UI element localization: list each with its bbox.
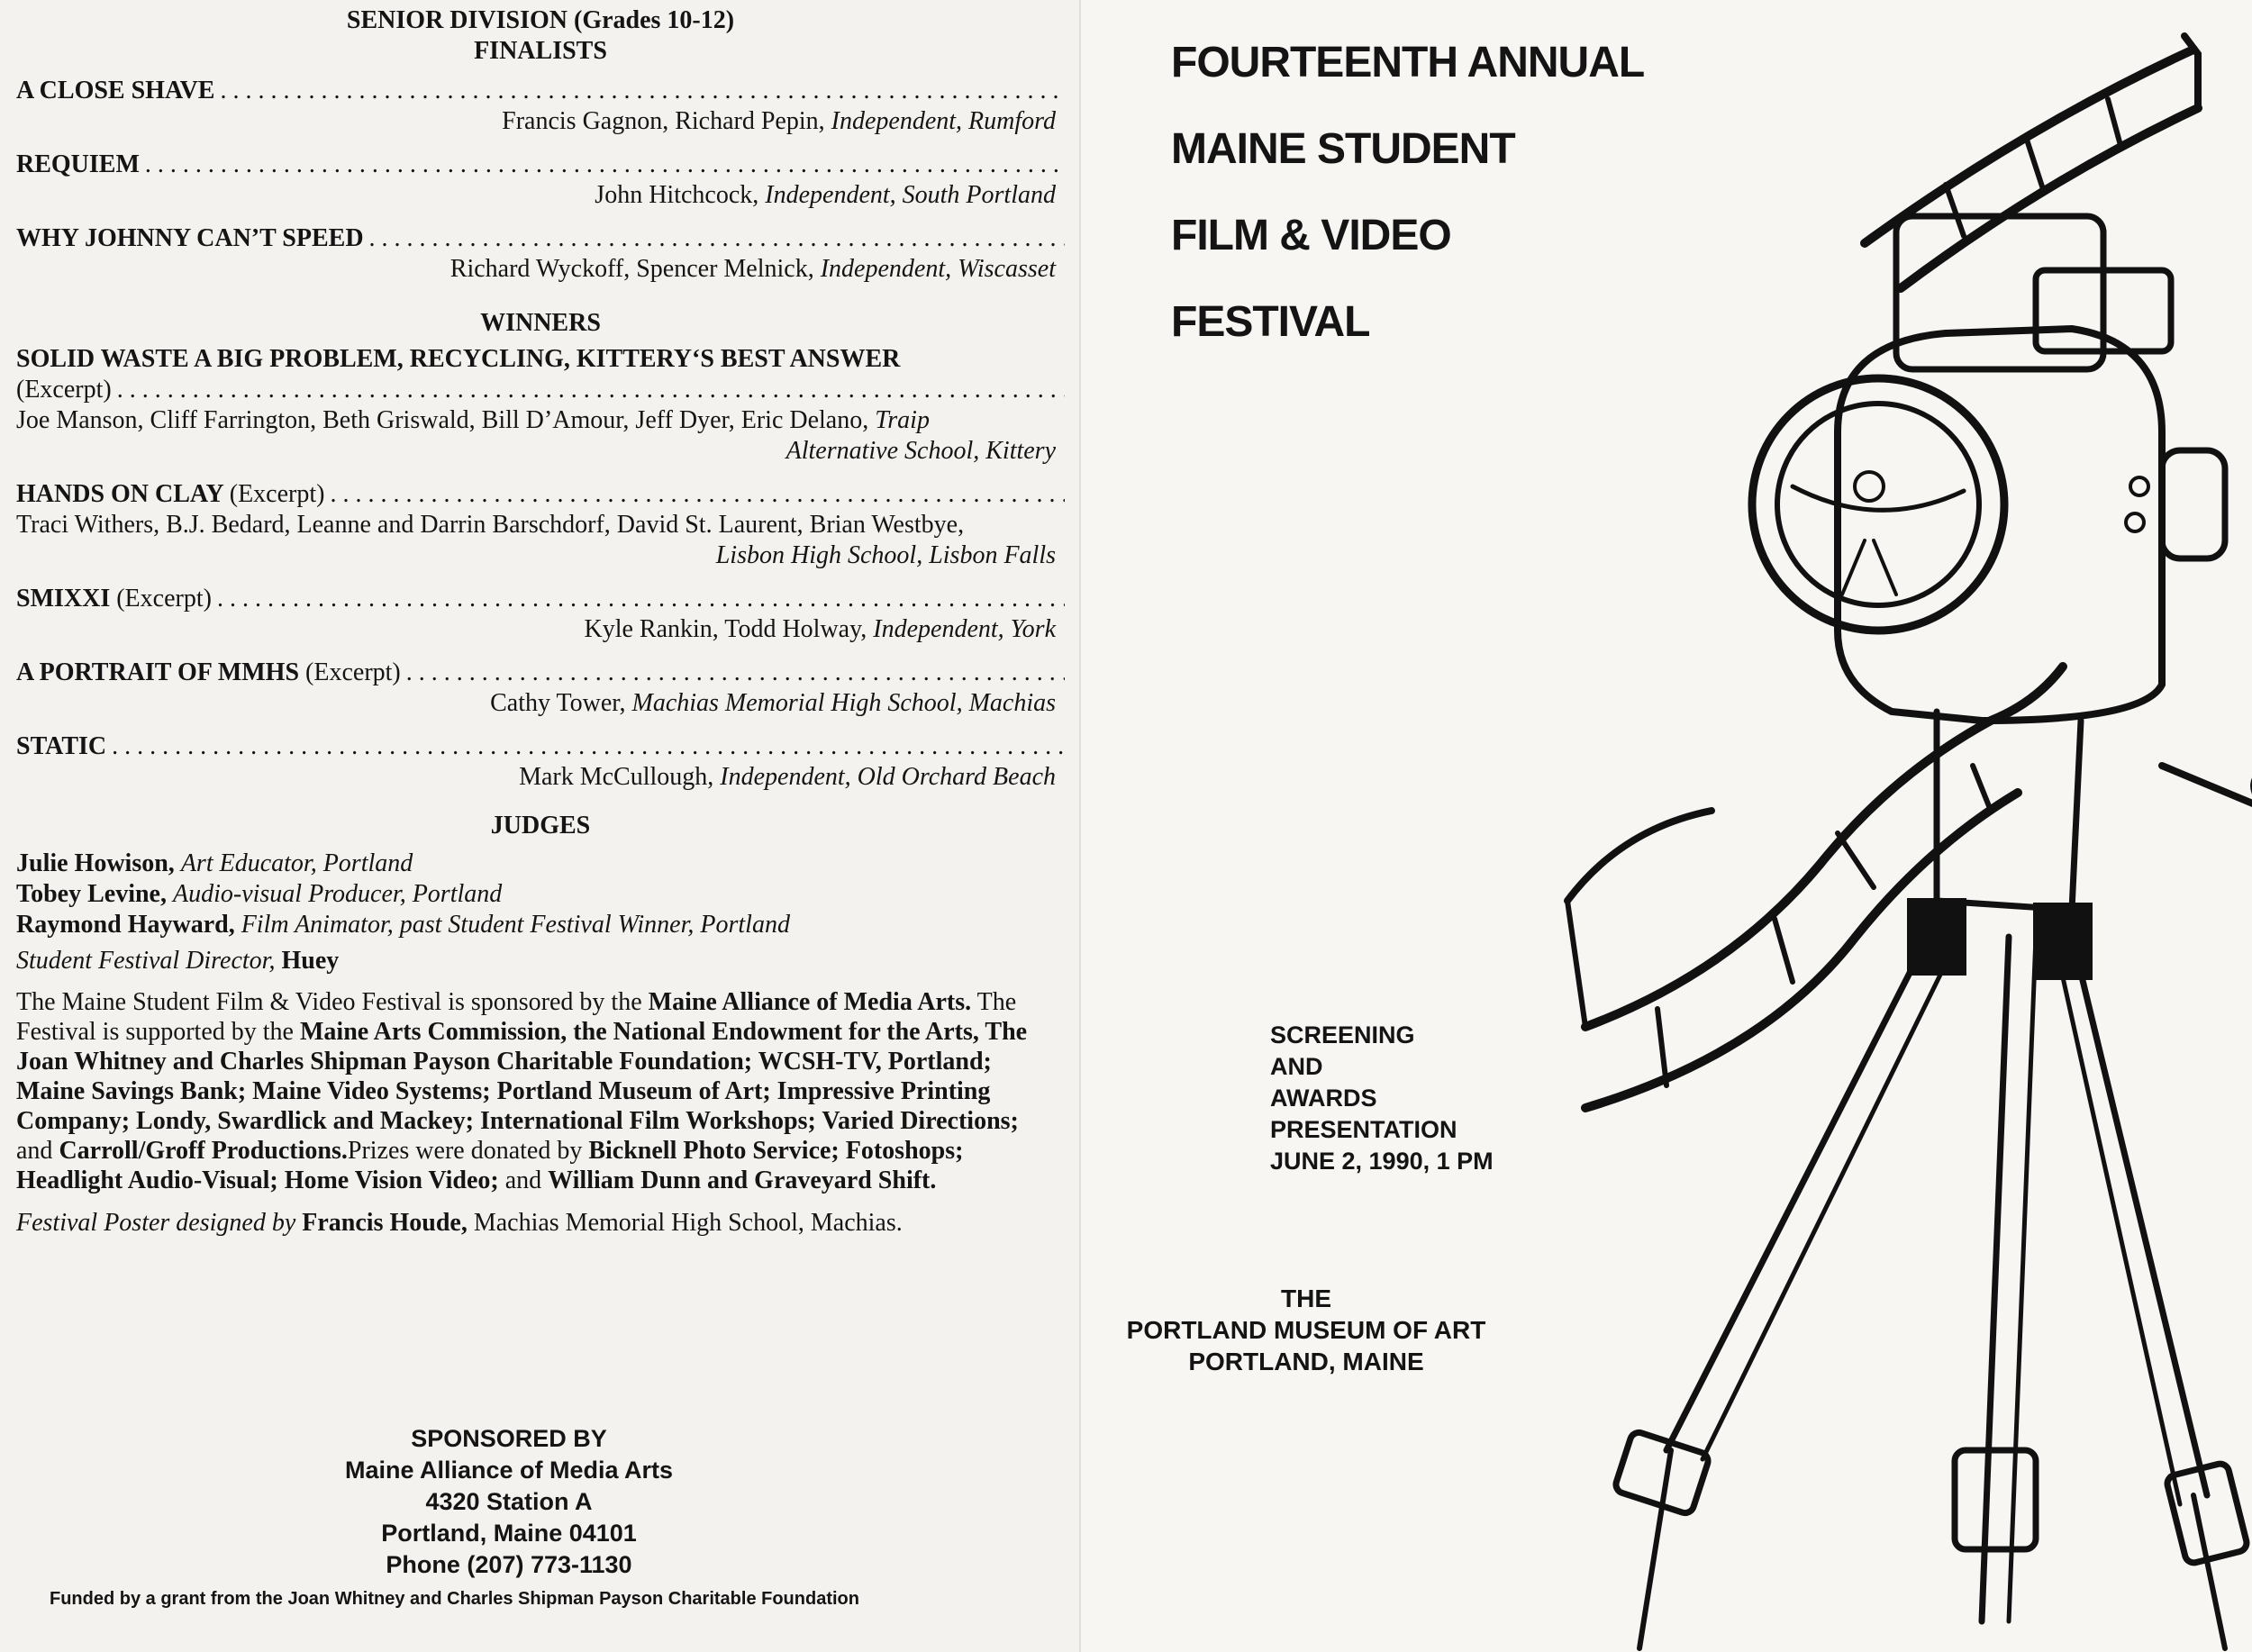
list-item (16, 879, 1065, 910)
list-item (16, 849, 1065, 879)
para-text: The Maine Student Film & Video Festival is sponsored by the (16, 988, 642, 1016)
festival-title-line: MAINE STUDENT (1171, 125, 1515, 173)
poster-school: Machias Memorial High School, Machias. (473, 1209, 903, 1237)
event-date: JUNE 2, 1990, 1 PM (1270, 1148, 1494, 1175)
entry-affiliation: Independent, Rumford (831, 107, 1056, 135)
entry-note: (Excerpt) (229, 480, 325, 508)
entry-credit: Richard Wyckoff, Spencer Melnick, (449, 255, 814, 283)
para-bold: Carroll/Groff Productions. (59, 1137, 348, 1165)
entry-title: REQUIEM (16, 150, 140, 178)
judge-name: Julie Howison, (16, 849, 175, 877)
judge-name: Tobey Levine, (16, 880, 167, 908)
director-name: Huey (281, 947, 340, 975)
entry-title: A PORTRAIT OF MMHS (16, 658, 300, 686)
judges-heading: JUDGES (490, 812, 591, 840)
list-item (16, 584, 1065, 645)
entry-affiliation: Machias Memorial High School, Machias (631, 689, 1056, 717)
list-item (16, 910, 1065, 940)
event-line: SCREENING (1270, 1021, 1415, 1048)
entry-note: (Excerpt) (16, 376, 112, 404)
entry-credit: Cathy Tower, (490, 689, 626, 717)
list-item (16, 223, 1065, 285)
festival-title-line: FOURTEENTH ANNUAL (1171, 39, 1645, 86)
entry-affiliation: Alternative School, Kittery (785, 437, 1056, 465)
poster-credit (16, 1208, 1065, 1238)
division-title: SENIOR DIVISION (Grades 10-12) (346, 6, 735, 34)
event-line: AWARDS (1270, 1085, 1377, 1112)
entry-credit: Traci Withers, B.J. Bedard, Leanne and Darrin Barschdorf, David St. Laurent, Brian Westbye, (16, 511, 965, 539)
entry-credit: Joe Manson, Cliff Farrington, Beth Griswald, Bill D’Amour, Jeff Dyer, Eric Delano, (16, 406, 869, 434)
program-cover (1081, 0, 2252, 1652)
director-label: Student Festival Director, (16, 947, 276, 975)
event-details (1270, 1020, 1494, 1177)
list-item (16, 731, 1065, 793)
entry-title: HANDS ON CLAY (16, 480, 223, 508)
para-bold: Bicknell Photo Service; Fotoshops; Headlight Audio-Visual; Home Vision Video; (16, 1137, 964, 1194)
sponsored-by-block (0, 1423, 1018, 1581)
program-inner-page (0, 0, 1081, 1652)
entry-credit: Francis Gagnon, Richard Pepin, (502, 107, 825, 135)
poster-designer: Francis Houde, (302, 1209, 468, 1237)
festival-director (16, 946, 1065, 976)
venue-line: THE (1281, 1284, 1331, 1312)
sponsor-heading: SPONSORED BY (411, 1425, 607, 1452)
funding-note: Funded by a grant from the Joan Whitney and Charles Shipman Payson Charitable Foundation (50, 1589, 859, 1609)
entry-affiliation: Independent, South Portland (765, 181, 1056, 209)
para-text: and (504, 1166, 542, 1194)
list-item (16, 150, 1065, 211)
list-item (16, 76, 1065, 137)
entry-credit: Kyle Rankin, Todd Holway, (584, 615, 867, 643)
list-item (16, 658, 1065, 719)
entry-title: SMIXXI (16, 585, 111, 613)
judges-list (16, 849, 1065, 976)
festival-title-line: FESTIVAL (1171, 298, 1370, 346)
para-text: and (16, 1137, 53, 1165)
entry-credit: Mark McCullough, (519, 763, 714, 791)
entry-affiliation: Traip (875, 406, 930, 434)
list-item (16, 479, 1065, 571)
para-bold: William Dunn and Graveyard Shift. (548, 1166, 937, 1194)
entry-affiliation: Independent, Old Orchard Beach (720, 763, 1056, 791)
entry-note: (Excerpt) (116, 585, 212, 613)
poster-label: Festival Poster designed by (16, 1209, 296, 1237)
para-text: Prizes were donated by (347, 1137, 583, 1165)
judge-role: Film Animator, past Student Festival Winner, Portland (241, 911, 790, 939)
judge-role: Audio-visual Producer, Portland (173, 880, 503, 908)
entry-affiliation: Independent, York (873, 615, 1056, 643)
event-line: AND (1270, 1053, 1323, 1080)
entry-affiliation: Independent, Wiscasset (820, 255, 1056, 283)
judge-role: Art Educator, Portland (180, 849, 413, 877)
entry-title: A CLOSE SHAVE (16, 77, 215, 104)
entry-title: SOLID WASTE A BIG PROBLEM, RECYCLING, KITTERY‘S BEST ANSWER (16, 345, 901, 373)
para-bold: Maine Alliance of Media Arts. (648, 988, 972, 1016)
finalists-heading: FINALISTS (474, 37, 607, 65)
judge-name: Raymond Hayward, (16, 911, 235, 939)
entry-affiliation: Lisbon High School, Lisbon Falls (715, 541, 1056, 569)
entry-title: STATIC (16, 732, 107, 760)
entry-credit: John Hitchcock, (595, 181, 759, 209)
winners-heading: WINNERS (480, 309, 601, 337)
sponsor-phone: Phone (207) 773-1130 (386, 1551, 632, 1578)
para-text: The Festival is supported by the (16, 988, 1017, 1046)
venue (1126, 1283, 1486, 1377)
entry-title: WHY JOHNNY CAN’T SPEED (16, 224, 364, 252)
sponsor-address: 4320 Station A (425, 1488, 593, 1515)
venue-line: PORTLAND MUSEUM OF ART (1126, 1316, 1486, 1344)
festival-title-line: FILM & VIDEO (1171, 212, 1451, 259)
entry-note: (Excerpt) (305, 658, 401, 686)
para-bold: Maine Arts Commission, the National Endowment for the Arts, The Joan Whitney and Charles Shipman Payson Charitable Foundation; WCSH-TV, Portland; Maine Savings Bank; Maine Video Systems; Portland Museum of Art; Impressive Printing Company; Londy, Swardlick and Mackey; International Film Workshops; Varied Directions; (16, 1018, 1028, 1135)
list-item (16, 344, 1065, 467)
event-line: PRESENTATION (1270, 1116, 1457, 1143)
venue-line: PORTLAND, MAINE (1188, 1348, 1424, 1375)
sponsor-city: Portland, Maine 04101 (381, 1520, 637, 1547)
sponsor-paragraph (16, 987, 1065, 1195)
sponsor-org: Maine Alliance of Media Arts (344, 1457, 674, 1484)
